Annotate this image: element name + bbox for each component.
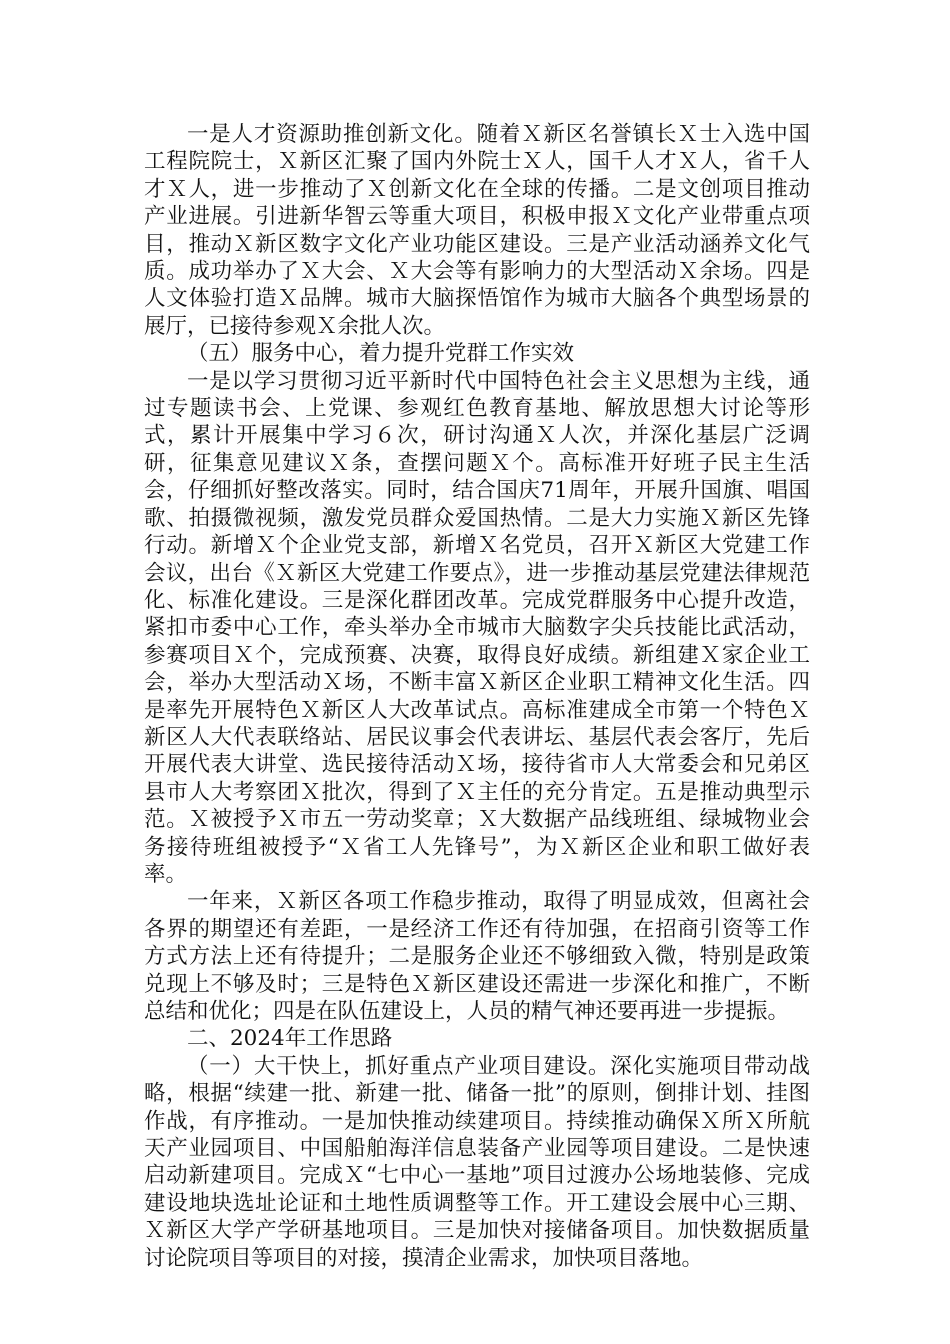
document-body (144, 121, 810, 1272)
paragraph-key-projects: （一）大干快上，抓好重点产业项目建设。深化实施项目带动战略，根据“续建一批、新建一批、储备一批”的原则，倒排计划、挂图作战，有序推动。一是加快推动续建项目。持续推动确保Ｘ所Ｘ所航天产业园项目、中国船舶海洋信息装备产业园等项目建设。二是快速启动新建项目。完成Ｘ“七中心一基地”项目过渡办公场地装修、完成建设地块选址论证和土地性质调整等工作。开工建设会展中心三期、Ｘ新区大学产学研基地项目。三是加快对接储备项目。加快数据质量讨论院项目等项目的对接，摸清企业需求，加快项目落地。 (144, 1053, 810, 1271)
paragraph-summary: 一年来，Ｘ新区各项工作稳步推动，取得了明显成效，但离社会各界的期望还有差距，一是经济工作还有待加强，在招商引资等工作方式方法上还有待提升；二是服务企业还不够细致入微，特别是政策兑现上不够及时；三是特色Ｘ新区建设还需进一步深化和推广，不断总结和优化；四是在队伍建设上，人员的精气神还要再进一步提振。 (144, 889, 810, 1024)
paragraph-party-work: 一是以学习贯彻习近平新时代中国特色社会主义思想为主线，通过专题读书会、上党课、参观红色教育基地、解放思想大讨论等形式，累计开展集中学习６次，研讨沟通Ｘ人次，并深化基层广泛调研，征集意见建议Ｘ条，查摆问题Ｘ个。高标准开好班子民主生活会，仔细抓好整改落实。同时，结合国庆71周年，开展升国旗、唱国歌、拍摄微视频，激发党员群众爱国热情。二是大力实施Ｘ新区先锋行动。新增Ｘ个企业党支部，新增Ｘ名党员，召开Ｘ新区大党建工作会议，出台《Ｘ新区大党建工作要点》，进一步推动基层党建法律规范化、标准化建设。三是深化群团改革。完成党群服务中心提升改造，紧扣市委中心工作，牵头举办全市城市大脑数字尖兵技能比武活动，参赛项目Ｘ个，完成预赛、决赛，取得良好成绩。新组建Ｘ家企业工会，举办大型活动Ｘ场，不断丰富Ｘ新区企业职工精神文化生活。四是率先开展特色Ｘ新区人大改革试点。高标准建成全市第一个特色Ｘ新区人大代表联络站、居民议事会代表讲坛、基层代表会客厅，先后开展代表大讲堂、选民接待活动Ｘ场，接待省市人大常委会和兄弟区县市人大考察团Ｘ批次，得到了Ｘ主任的充分肯定。五是推动典型示范。Ｘ被授予Ｘ市五一劳动奖章；Ｘ大数据产品线班组、绿城物业会务接待班组被授予“Ｘ省工人先锋号”，为Ｘ新区企业和职工做好表率。 (144, 368, 810, 887)
paragraph-talent-culture: 一是人才资源助推创新文化。随着Ｘ新区名誉镇长Ｘ士入选中国工程院院士，Ｘ新区汇聚了国内外院士Ｘ人，国千人才Ｘ人，省千人才Ｘ人，进一步推动了Ｘ创新文化在全球的传播。二是文创项目推动产业进展。引进新华智云等重大项目，积极申报Ｘ文化产业带重点项目，推动Ｘ新区数字文化产业功能区建设。三是产业活动涵养文化气质。成功举办了Ｘ大会、Ｘ大会等有影响力的大型活动Ｘ余场。四是人文体验打造Ｘ品牌。城市大脑探悟馆作为城市大脑各个典型场景的展厅，已接待参观Ｘ余批人次。 (144, 122, 810, 339)
section-heading-2024-plan: 二、2024年工作思路 (187, 1026, 393, 1052)
section-heading-party-work: （五）服务中心，着力提升党群工作实效 (187, 341, 575, 367)
